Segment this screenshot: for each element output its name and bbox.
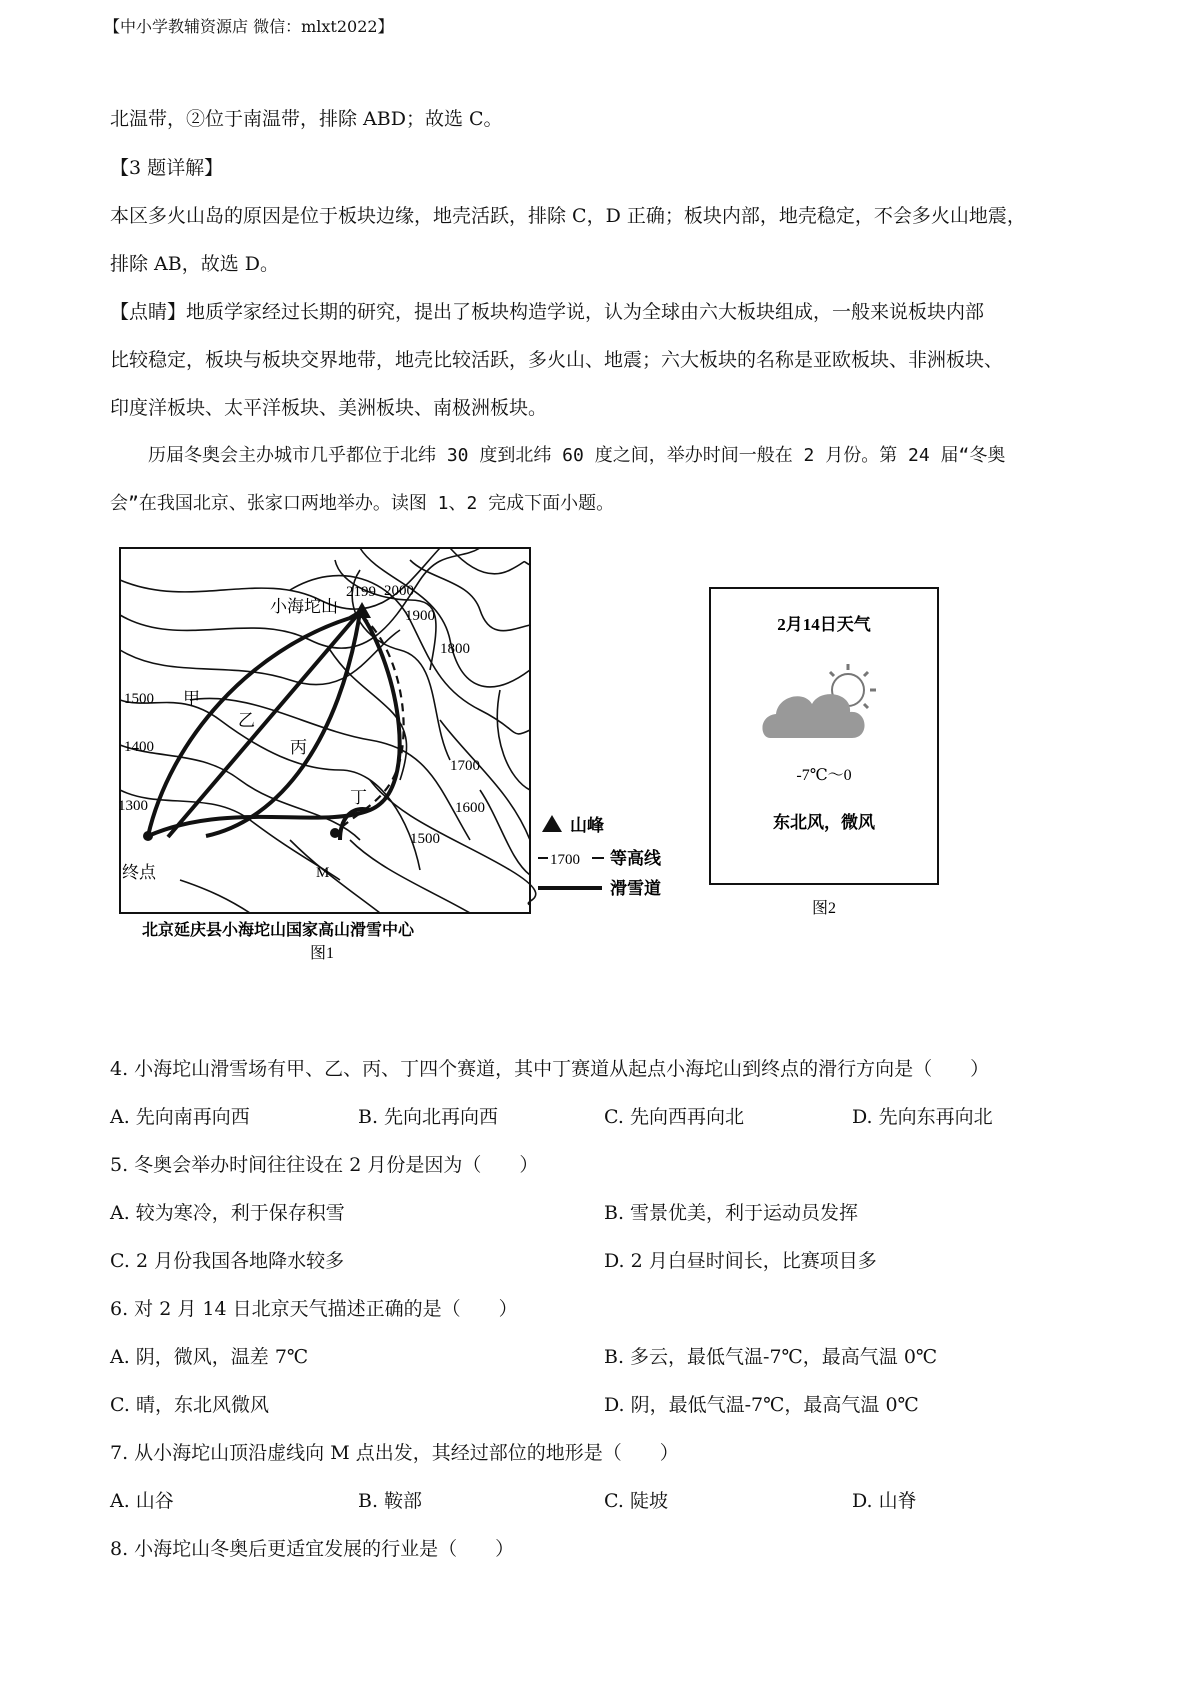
answer-text: 本区多火山岛的原因是位于板块边缘，地壳活跃，排除 C，D 正确；板块内部，地壳稳定，不会多火山地震， (110, 205, 1026, 227)
figure1-contour-map (110, 540, 690, 962)
question-4-option-b[interactable]: B. 先向北再向西 (358, 1106, 499, 1128)
peak-marker-icon (353, 602, 371, 618)
figure2-weather-card (700, 580, 960, 920)
end-point-dot (143, 831, 153, 841)
tip-text: 比较稳定，板块与板块交界地带，地壳比较活跃，多火山、地震；六大板块的名称是亚欧板块、非洲板块、 (110, 349, 1004, 371)
question-6-option-b[interactable]: B. 多云，最低气温-7℃，最高气温 0℃ (604, 1346, 938, 1368)
intro-text: 历届冬奥会主办城市几乎都位于北纬 30 度到北纬 60 度之间，举办时间一般在 2 月份。第 24 届“冬奥 (148, 445, 1006, 466)
cloudy-sun-icon (762, 664, 876, 738)
point-m-dot (330, 828, 340, 838)
question-4-option-c[interactable]: C. 先向西再向北 (604, 1106, 744, 1128)
peak-label: 小海坨山 (270, 597, 338, 616)
tip-text: 【点睛】地质学家经过长期的研究，提出了板块构造学说，认为全球由六大板块组成，一般来说板块内部 (110, 301, 985, 323)
legend-peak-icon (542, 815, 562, 832)
figure1-caption: 图1 (310, 945, 335, 962)
page-header: 【中小学教辅资源店 微信：mlxt2022】 (104, 17, 394, 36)
section-heading: 【3 题详解】 (110, 157, 224, 179)
peak-height: 2199 (346, 584, 376, 600)
trail-label-jia: 甲 (183, 689, 200, 708)
question-4-option-d[interactable]: D. 先向东再向北 (852, 1106, 993, 1128)
answer-text: 北温带，②位于南温带，排除 ABD；故选 C。 (110, 108, 503, 130)
question-7-stem: 7. 从小海坨山顶沿虚线向 M 点出发，其经过部位的地形是（ ） (110, 1442, 679, 1464)
contour-label-1900: 1900 (405, 608, 435, 624)
question-5-option-d[interactable]: D. 2 月白昼时间长，比赛项目多 (604, 1250, 877, 1272)
question-4-option-a[interactable]: A. 先向南再向西 (110, 1106, 250, 1128)
trail-label-bing: 丙 (290, 738, 307, 757)
point-m-label: M (316, 865, 330, 881)
trail-label-ding: 丁 (350, 788, 367, 807)
question-6-option-d[interactable]: D. 阴，最低气温-7℃，最高气温 0℃ (604, 1394, 919, 1416)
question-5-option-c[interactable]: C. 2 月份我国各地降水较多 (110, 1250, 345, 1272)
question-6-stem: 6. 对 2 月 14 日北京天气描述正确的是（ ） (110, 1298, 518, 1320)
contour-label-1300: 1300 (118, 798, 148, 814)
legend-contour-value: 1700 (550, 852, 580, 868)
contour-label-2000: 2000 (384, 583, 414, 599)
figure1-caption-title: 北京延庆县小海坨山国家高山滑雪中心 (142, 922, 415, 939)
question-7-option-c[interactable]: C. 陡坡 (604, 1490, 668, 1512)
legend-trail-label: 滑雪道 (610, 879, 661, 898)
question-6-option-c[interactable]: C. 晴，东北风微风 (110, 1394, 269, 1416)
temperature-range: -7℃～0 (796, 767, 852, 784)
figure2-caption: 图2 (811, 900, 837, 917)
legend-peak-label: 山峰 (570, 816, 604, 835)
answer-text: 排除 AB，故选 D。 (110, 253, 279, 275)
question-8-stem: 8. 小海坨山冬奥后更适宜发展的行业是（ ） (110, 1538, 515, 1560)
contour-label-1600: 1600 (455, 800, 485, 816)
question-5-option-a[interactable]: A. 较为寒冷，利于保存积雪 (110, 1202, 345, 1224)
trail-yi (168, 612, 360, 837)
legend-contour-label: 等高线 (610, 849, 661, 868)
question-5-stem: 5. 冬奥会举办时间往往设在 2 月份是因为（ ） (110, 1154, 539, 1176)
trail-label-yi: 乙 (238, 711, 255, 730)
question-7-option-d[interactable]: D. 山脊 (852, 1490, 917, 1512)
contour-label-1400: 1400 (124, 739, 154, 755)
wind-description: 东北风，微风 (773, 813, 875, 832)
question-7-option-a[interactable]: A. 山谷 (110, 1490, 174, 1512)
contour-label-1800: 1800 (440, 641, 470, 657)
contour-label-1500-left: 1500 (124, 691, 154, 707)
intro-text: 会”在我国北京、张家口两地举办。读图 1、2 完成下面小题。 (110, 493, 615, 514)
weather-title: 2月14日天气 (777, 615, 871, 634)
end-label: 终点 (122, 863, 156, 882)
contour-label-1700: 1700 (450, 758, 480, 774)
question-5-option-b[interactable]: B. 雪景优美，利于运动员发挥 (604, 1202, 859, 1224)
question-7-option-b[interactable]: B. 鞍部 (358, 1490, 423, 1512)
question-6-option-a[interactable]: A. 阴，微风，温差 7℃ (110, 1346, 309, 1368)
question-4-stem: 4. 小海坨山滑雪场有甲、乙、丙、丁四个赛道，其中丁赛道从起点小海坨山到终点的滑行方向是（ ） (110, 1058, 990, 1080)
tip-text: 印度洋板块、太平洋板块、美洲板块、南极洲板块。 (110, 397, 548, 419)
contour-label-1500-right: 1500 (410, 831, 440, 847)
